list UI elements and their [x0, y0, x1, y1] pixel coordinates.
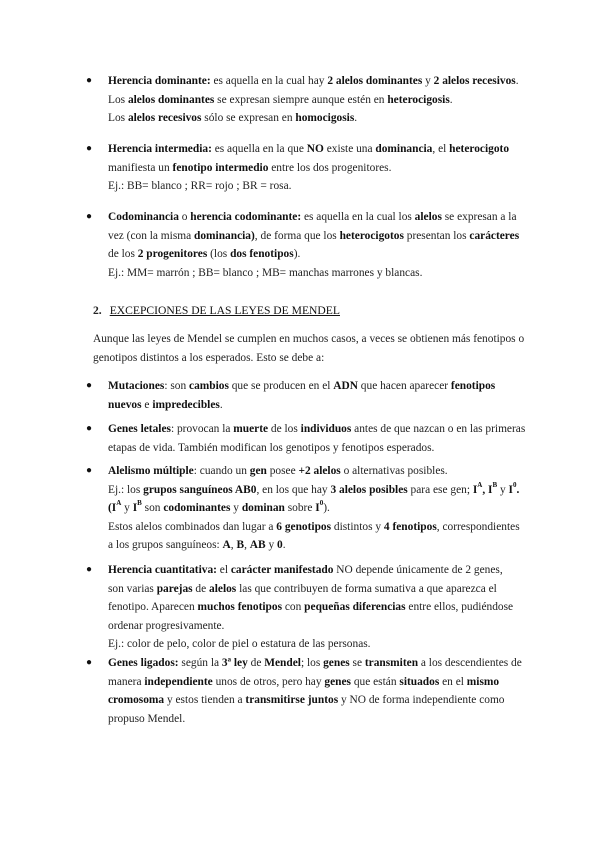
- bullet-icon: ●: [86, 423, 93, 434]
- bullet-item: [86, 377, 533, 414]
- intro-line: Aunque las leyes de Mendel se cumplen en muchos casos, a veces se obtienen más fenotipos o: [93, 333, 525, 345]
- bullet-text: Herencia intermedia: es aquella en la que NO existe una dominancia, el heterocigoto manifiesta un fenotipo intermedio entre los dos progenitores. Ej.: BB= blanco ; RR= rojo ; BR = rosa.: [108, 143, 510, 193]
- bullet-item: [86, 140, 533, 196]
- section-number: 2.: [93, 304, 102, 317]
- bullet-text: Alelismo múltiple: cuando un gen posee +2 alelos o alternativas posibles. Ej.: los grupos sanguíneos AB0, en los que hay 3 alelos posibles para ese gen; $I^A$, $I^B$ y $I^0$. ($I^A$ y $I^B$ son codominantes y dominan sobre $I^0$). Estos alelos combinados dan lugar a 6 genotipos distintos y 4 fenotipos, correspondientes a los grupos sanguíneos: A, B, AB y 0.: [108, 465, 520, 552]
- bullet-text: Genes ligados: según la 3ª ley de Mendel; los genes se transmiten a los descendientes de manera independiente unos de otros, pero hay genes que están situados en el mismo cromosoma y estos tienden a transmitirse juntos y NO de forma independiente como propuso Mendel.: [108, 657, 522, 725]
- intro-line: genotipos distintos a los esperados. Esto se debe a:: [93, 351, 325, 364]
- section-heading: [93, 302, 340, 321]
- bullet-text: Codominancia o herencia codominante: es aquella en la cual los alelos se expresan a la vez (con la misma dominancia), de forma que los heterocigotos presentan los carácteres de los 2 progenitores (los dos fenotipos). Ej.: MM= marrón ; BB= blanco ; MB= manchas marrones y blancas.: [108, 211, 520, 279]
- bullet-text: Genes letales: provocan la muerte de los individuos antes de que nazcan o en las primeras etapas de vida. También modifican los genotipos y fenotipos esperados.: [108, 423, 526, 454]
- bullet-text: Herencia cuantitativa: el carácter manifestado NO depende únicamente de 2 genes, son varias parejas de alelos las que contribuyen de forma sumativa a que aparezca el fenotipo. Aparecen muchos fenotipos con pequeñas diferencias entre ellos, pudiéndose ordenar progresivamente. Ej.: color de pelo, color de piel o estatura de las personas.: [108, 564, 514, 651]
- bullet-item: [86, 561, 533, 654]
- bullet-icon: ●: [86, 211, 93, 222]
- bullet-icon: ●: [86, 380, 93, 391]
- bullet-icon: ●: [86, 657, 93, 668]
- bullet-icon: ●: [86, 564, 93, 575]
- bullet-item: [86, 420, 533, 457]
- bullet-item: [86, 654, 533, 728]
- bullet-text: Herencia dominante: es aquella en la cual hay 2 alelos dominantes y 2 alelos recesivos. Los alelos dominantes se expresan siempre aunque estén en heterocigosis. Los alelos recesivos sólo se expresan en homocigosis.: [108, 75, 519, 125]
- bullet-icon: ●: [86, 75, 93, 86]
- bullet-item: [86, 462, 533, 555]
- bullet-icon: ●: [86, 465, 93, 476]
- section-title: EXCEPCIONES DE LAS LEYES DE MENDEL: [109, 304, 340, 317]
- bullet-item: [86, 208, 533, 282]
- bullet-item: [86, 72, 533, 128]
- bullet-text: Mutaciones: son cambios que se producen en el ADN que hacen aparecer fenotipos nuevos e impredecibles.: [108, 380, 496, 411]
- section-intro: [93, 330, 533, 367]
- bullet-icon: ●: [86, 143, 93, 154]
